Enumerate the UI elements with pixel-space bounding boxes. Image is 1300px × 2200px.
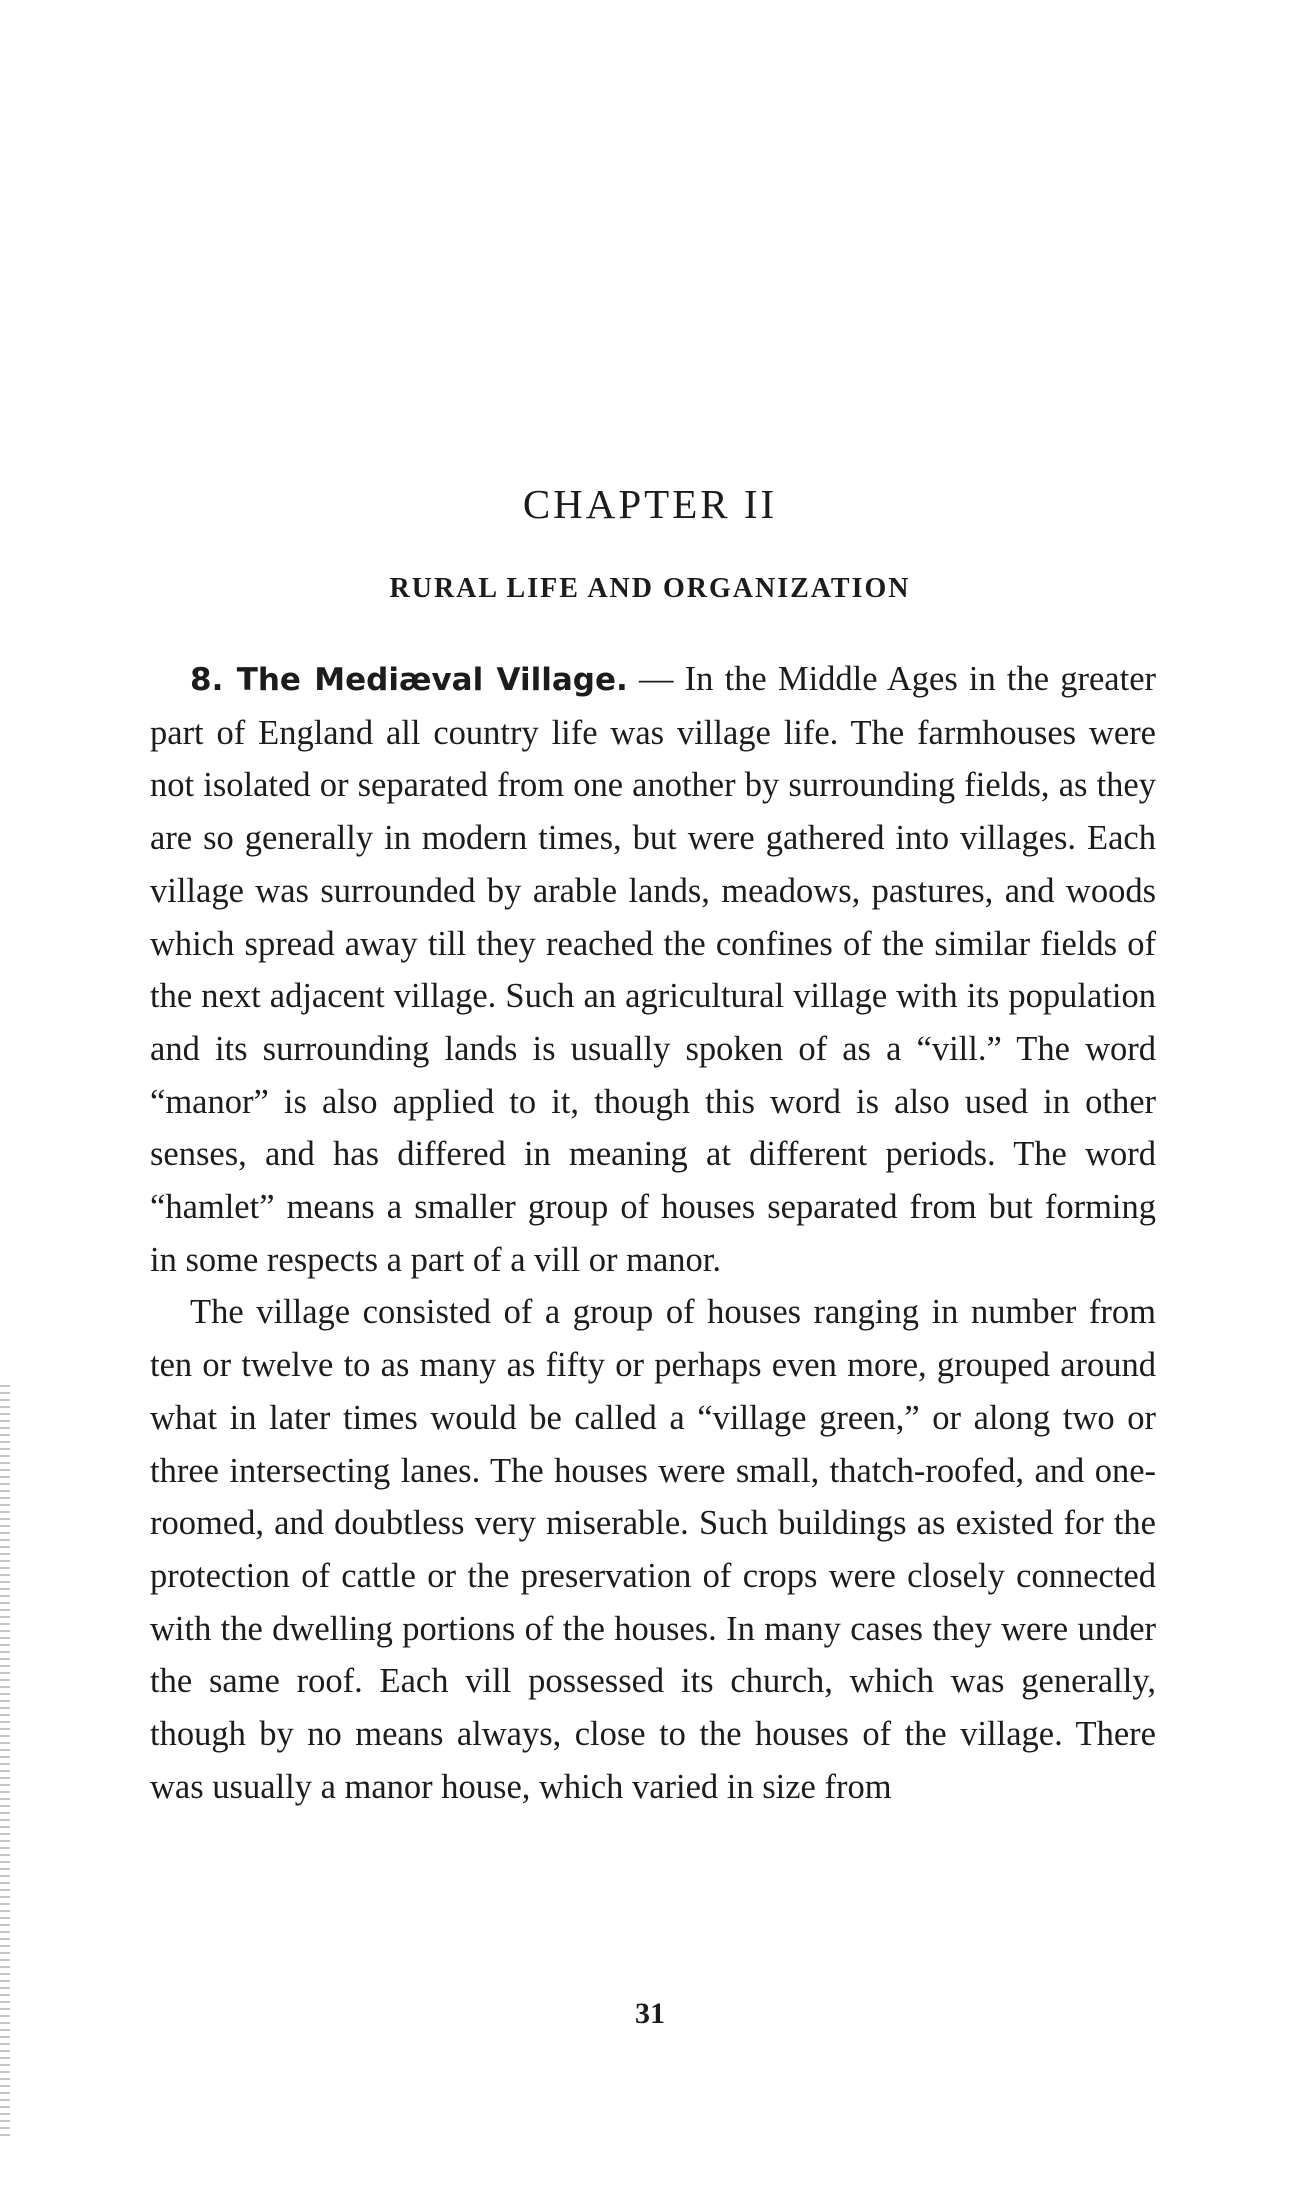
- chapter-title: CHAPTER II: [522, 481, 778, 527]
- heading-dash: —: [627, 660, 685, 698]
- paragraph-1-text: In the Middle Ages in the greater part of England all country life was village life. The farmhouses were not isolated or separated from one another by surrounding fields, as they are so generally in modern times, but were gathered into villages. Each village was surrounded by arable lands, meadows, pastures, and woods which spread away till they reached the confines of the similar fields of the next adjacent village. Such an agricultural village with its population and its surrounding lands is usually spoken of as a “vill.” The word “manor” is also applied to it, though this word is also used in other senses, and has differed in meaning at different periods. The word “hamlet” means a smaller group of houses separated from but forming in some respects a part of a vill or manor.: [150, 660, 1157, 1279]
- body-text: [150, 653, 1156, 1813]
- section-heading: 8. The Mediæval Village.: [190, 662, 628, 698]
- page-number: 31: [635, 1997, 665, 2030]
- paragraph-2-text: The village consisted of a group of houses ranging in number from ten or twelve to as many as fifty or perhaps even more, grouped around what in later times would be called a “village green,” or along two or three intersecting lanes. The houses were small, thatch-roofed, and one-roomed, and doubtless very miserable. Such buildings as existed for the protection of cattle or the preservation of crops were closely connected with the dwelling portions of the houses. In many cases they were under the same roof. Each vill possessed its church, which was generally, though by no means always, close to the houses of the village. There was usually a manor house, which varied in size from: [150, 1293, 1156, 1806]
- paragraph-2: [150, 1286, 1156, 1813]
- paragraph-1: [150, 653, 1156, 1286]
- chapter-subtitle: RURAL LIFE AND ORGANIZATION: [389, 573, 911, 604]
